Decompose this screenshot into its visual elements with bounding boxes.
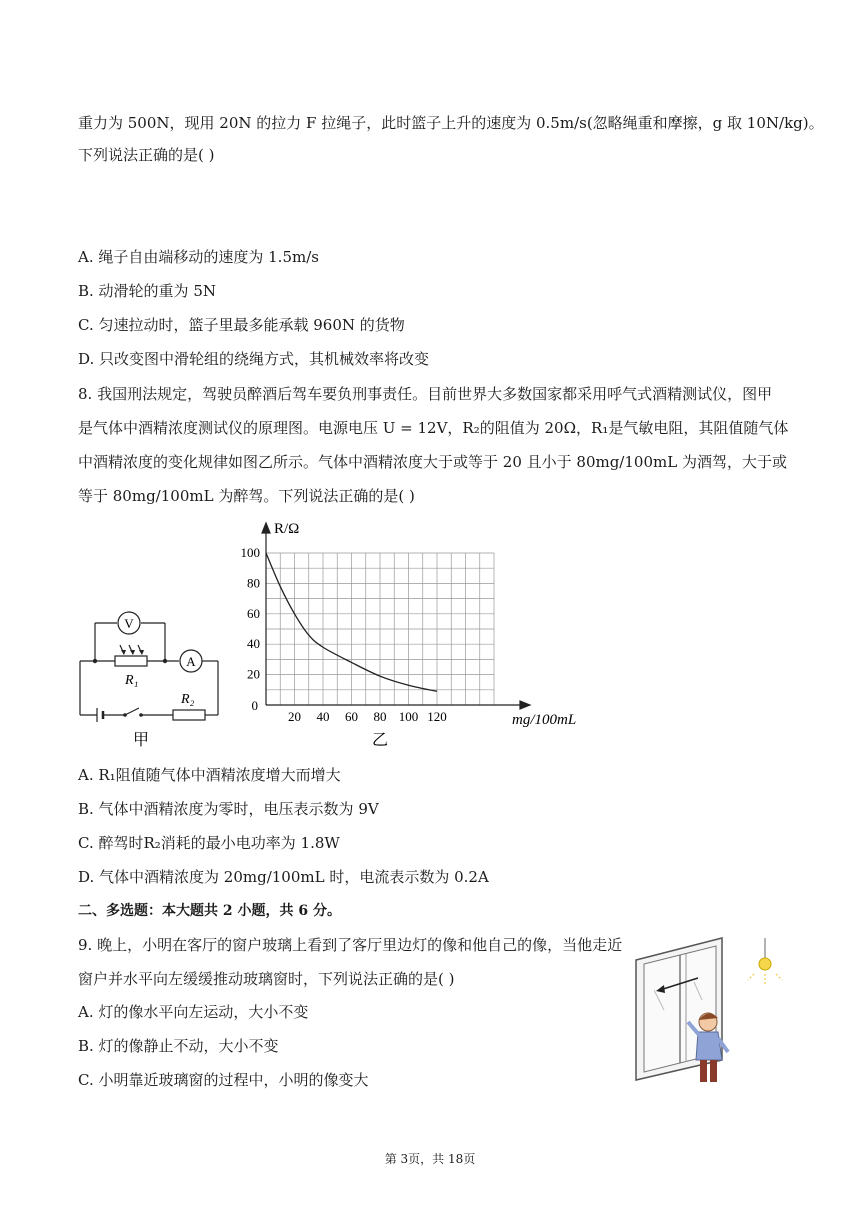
y-axis-arrow — [262, 523, 270, 533]
resistance-concentration-chart — [230, 515, 600, 755]
q8-stem-line-2: 是气体中酒精浓度测试仪的原理图。电源电压 U = 12V，R₂的阻值为 20Ω，R₁是气敏电阻，其阻值随气体 — [78, 419, 789, 437]
q7-option-d: D. 只改变图中滑轮组的绕绳方式，其机械效率将改变 — [78, 350, 430, 368]
q8-option-b: B. 气体中酒精浓度为零时，电压表示数为 9V — [78, 800, 379, 818]
x-tick-label: 20 — [288, 709, 301, 724]
q7-option-c: C. 匀速拉动时，篮子里最多能承载 960N 的货物 — [78, 316, 405, 334]
circuit-diagram — [75, 605, 225, 750]
x-tick-label: 40 — [316, 709, 330, 724]
page-footer: 第 3页，共 18页 — [384, 1152, 476, 1166]
origin-label: 0 — [251, 698, 258, 713]
q9-option-b: B. 灯的像静止不动，大小不变 — [78, 1037, 279, 1055]
q8-stem-line-3: 中酒精浓度的变化规律如图乙所示。气体中酒精浓度大于或等于 20 且小于 80mg/100mL 为酒驾，大于或 — [78, 453, 787, 471]
x-tick-label: 80 — [373, 709, 387, 724]
ammeter-label: A — [186, 654, 196, 669]
q9-option-a: A. 灯的像水平向左运动，大小不变 — [78, 1003, 309, 1021]
x-tick-label: 120 — [427, 709, 447, 724]
q8-option-c: C. 醉驾时R₂消耗的最小电功率为 1.8W — [78, 834, 340, 852]
q7-option-a: A. 绳子自由端移动的速度为 1.5m/s — [78, 248, 319, 266]
y-tick-label: 20 — [247, 666, 260, 682]
y-tick-label: 80 — [247, 575, 260, 591]
x-axis-arrow — [520, 701, 530, 709]
y-tick-label: 60 — [247, 605, 260, 621]
q7-stem-line-1: 重力为 500N，现用 20N 的拉力 F 拉绳子，此时篮子上升的速度为 0.5m/s(忽略绳重和摩擦，g 取 10N/kg)。 — [78, 114, 824, 132]
y-axis-label: R/Ω — [274, 521, 300, 537]
chart-caption: 乙 — [371, 732, 389, 749]
q9-stem-line-2: 窗户并水平向左缓缓推动玻璃窗时，下列说法正确的是( ) — [78, 970, 455, 988]
y-tick-label: 100 — [240, 545, 260, 560]
voltmeter-label: V — [124, 616, 134, 631]
q7-option-b: B. 动滑轮的重为 5N — [78, 282, 216, 300]
x-tick-label: 100 — [398, 709, 419, 724]
window-illustration — [630, 930, 790, 1090]
x-axis-label: mg/100mL — [512, 712, 577, 728]
r1-label: R₁ — [125, 673, 139, 688]
q8-option-d: D. 气体中酒精浓度为 20mg/100mL 时，电流表示数为 0.2A — [78, 868, 489, 886]
q9-option-c: C. 小明靠近玻璃窗的过程中，小明的像变大 — [78, 1071, 369, 1089]
q9-stem-line-1: 9. 晚上，小明在客厅的窗户玻璃上看到了客厅里边灯的像和他自己的像，当他走近 — [78, 936, 623, 954]
q8-option-a: A. R₁阻值随气体中酒精浓度增大而增大 — [78, 766, 341, 784]
y-tick-label: 40 — [247, 636, 260, 652]
x-tick-label: 60 — [345, 709, 358, 724]
q8-stem-line-1: 8. 我国刑法规定，驾驶员醉酒后驾车要负刑事责任。目前世界大多数国家都采用呼气式酒精测试仪，图甲 — [78, 385, 773, 403]
q7-stem-line-2: 下列说法正确的是( ) — [78, 146, 215, 164]
r2-label: R₂ — [181, 692, 195, 707]
q8-stem-line-4: 等于 80mg/100mL 为醉驾。下列说法正确的是( ) — [78, 487, 415, 505]
circuit-caption: 甲 — [133, 732, 150, 749]
section-heading: 二、多选题：本大题共 2 小题，共 6 分。 — [78, 903, 341, 919]
